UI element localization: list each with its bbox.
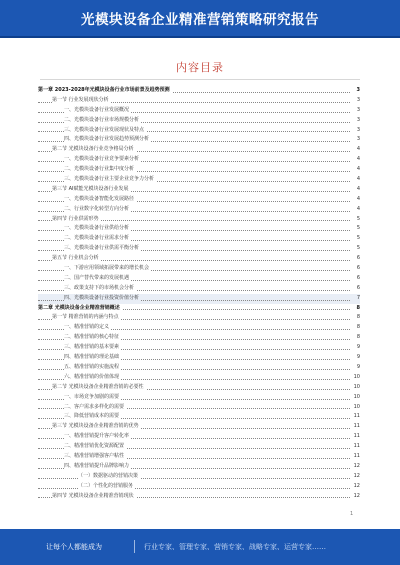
toc-entry[interactable] <box>38 145 360 155</box>
toc-entry-title: 三、降低营销成本的需要 <box>64 413 120 420</box>
toc-entry[interactable] <box>38 126 360 136</box>
table-of-contents <box>38 86 360 504</box>
toc-entry-title: 四、精准营销的理论基础 <box>64 354 120 361</box>
toc-entry-title: 四、精准营销提升品牌影响力 <box>64 462 130 469</box>
toc-entry[interactable] <box>38 304 360 314</box>
toc-entry-page: 5 <box>355 224 360 234</box>
footer-tagline: 行业专家、管理专家、营销专家、战略专家、运营专家…… <box>144 543 326 551</box>
footer-slogan: 让每个人都能成为 <box>46 543 102 551</box>
toc-entry-page: 11 <box>352 452 360 462</box>
toc-entry-title: 五、精准营销的实施流程 <box>64 363 120 370</box>
toc-entry-page: 3 <box>355 96 360 106</box>
toc-entry[interactable] <box>38 224 360 234</box>
toc-entry-title: 第四节 行业供需形势 <box>52 215 99 222</box>
toc-entry[interactable] <box>38 234 360 244</box>
toc-entry-page: 3 <box>355 116 360 126</box>
toc-entry-title: 第一章 2023-2028年光模块设备行业市场前景及趋势预测 <box>38 87 170 93</box>
toc-entry-page: 8 <box>355 323 360 333</box>
toc-entry-page: 8 <box>355 313 360 323</box>
toc-entry-title: 第二节 光模块设备行业竞争格局分析 <box>52 146 134 153</box>
toc-entry[interactable] <box>38 244 360 254</box>
toc-entry[interactable] <box>38 175 360 185</box>
toc-entry[interactable] <box>38 294 360 304</box>
toc-entry-page: 6 <box>355 264 360 274</box>
toc-entry-page: 10 <box>352 403 360 413</box>
toc-entry[interactable] <box>38 205 360 215</box>
toc-entry[interactable] <box>38 165 360 175</box>
toc-entry[interactable] <box>38 215 360 225</box>
toc-entry[interactable] <box>38 86 360 96</box>
toc-entry-page: 4 <box>355 205 360 215</box>
toc-entry-page: 3 <box>355 126 360 136</box>
toc-entry-title: 二、客户需求多样化的需要 <box>64 403 125 410</box>
toc-entry-title: 二、精准营销的核心特征 <box>64 334 120 341</box>
toc-entry-page: 9 <box>355 343 360 353</box>
header-divider <box>0 36 400 38</box>
toc-entry-title: 二、光模块设备行业集中度分析 <box>64 166 135 173</box>
toc-entry-title: （一）数据驱动的营销决策 <box>78 472 139 479</box>
toc-entry[interactable] <box>38 343 360 353</box>
toc-entry-page: 4 <box>355 165 360 175</box>
toc-entry[interactable] <box>38 106 360 116</box>
toc-entry-title: 第一节 行业发展现状分析 <box>52 96 109 103</box>
toc-entry-page: 6 <box>355 274 360 284</box>
toc-entry-title: 第四节 光模块设备企业精准营销现状 <box>52 492 134 499</box>
toc-entry-title: 第一节 精准营销的内涵与特点 <box>52 314 119 321</box>
report-footer <box>0 529 400 565</box>
toc-entry-page: 7 <box>355 294 360 304</box>
toc-entry-title: 六、精准营销的价值体现 <box>64 373 120 380</box>
toc-entry[interactable] <box>38 185 360 195</box>
toc-entry[interactable] <box>38 442 360 452</box>
toc-entry-page: 11 <box>352 442 360 452</box>
toc-entry-title: 三、精准营销的基本要素 <box>64 344 120 351</box>
toc-entry[interactable] <box>38 313 360 323</box>
toc-entry-page: 3 <box>355 135 360 145</box>
toc-entry-page: 4 <box>355 155 360 165</box>
toc-entry[interactable] <box>38 462 360 472</box>
toc-entry-page: 12 <box>352 482 360 492</box>
toc-entry-page: 11 <box>352 412 360 422</box>
toc-entry[interactable] <box>38 333 360 343</box>
toc-entry-page: 5 <box>355 215 360 225</box>
toc-entry-title: 二、光模块设备行业市场规模分析 <box>64 116 140 123</box>
toc-entry-title: 一、光模块设备行业竞争要素分析 <box>64 156 140 163</box>
toc-entry-title: 一、市场竞争加剧的需要 <box>64 393 120 400</box>
toc-entry-title: 三、光模块设备行业发展现状及特点 <box>64 126 145 133</box>
toc-entry[interactable] <box>38 264 360 274</box>
toc-entry[interactable] <box>38 482 360 492</box>
toc-entry-page: 12 <box>352 462 360 472</box>
toc-entry-page: 6 <box>355 284 360 294</box>
toc-entry-page: 8 <box>355 304 360 314</box>
toc-heading: 内容目录 <box>176 61 224 74</box>
toc-entry[interactable] <box>38 195 360 205</box>
toc-entry-title: 一、精准营销提升客户转化率 <box>64 433 130 440</box>
toc-entry-title: 三、光模块设备行业主要企业竞争力分析 <box>64 176 155 183</box>
toc-entry-page: 4 <box>355 185 360 195</box>
toc-entry-title: 一、下游应用领域拓展带来的增长机会 <box>64 265 150 272</box>
toc-entry[interactable] <box>38 383 360 393</box>
toc-entry[interactable] <box>38 452 360 462</box>
toc-entry-title: 三、精准营销增强客户粘性 <box>64 452 125 459</box>
toc-entry-page: 10 <box>352 383 360 393</box>
toc-entry[interactable] <box>38 432 360 442</box>
toc-entry-page: 5 <box>355 234 360 244</box>
toc-entry[interactable] <box>38 412 360 422</box>
toc-entry[interactable] <box>38 403 360 413</box>
toc-entry-title: 四、光模块设备行业投资价值分析 <box>64 294 140 301</box>
toc-entry-title: 第三节 AI赋能光模块设备行业发展 <box>52 185 129 192</box>
toc-entry-title: 二、国产替代带来的发展机遇 <box>64 274 130 281</box>
toc-entry-page: 10 <box>352 373 360 383</box>
toc-entry-title: 二、光模块设备行业需求分析 <box>64 235 130 242</box>
toc-entry[interactable] <box>38 284 360 294</box>
toc-entry-page: 11 <box>352 422 360 432</box>
toc-entry-title: 一、光模块设备智能化发展路径 <box>64 195 135 202</box>
toc-entry-title: 一、光模块设备行业发展概况 <box>64 106 130 113</box>
toc-entry-title: 一、光模块设备行业供给分析 <box>64 225 130 232</box>
toc-entry-title: （二）个性化的营销服务 <box>78 482 134 489</box>
toc-entry-page: 9 <box>355 363 360 373</box>
toc-entry-title: 三、光模块设备行业供需平衡分析 <box>64 245 140 252</box>
toc-entry-page: 5 <box>355 244 360 254</box>
toc-entry[interactable] <box>38 96 360 106</box>
toc-entry-title: 一、精准营销的定义 <box>64 324 110 331</box>
toc-entry-page: 6 <box>355 254 360 264</box>
toc-entry-page: 4 <box>355 195 360 205</box>
toc-entry[interactable] <box>38 393 360 403</box>
toc-entry[interactable] <box>38 363 360 373</box>
toc-entry[interactable] <box>38 373 360 383</box>
toc-entry[interactable] <box>38 135 360 145</box>
toc-entry[interactable] <box>38 353 360 363</box>
page-number: 1 <box>350 511 354 517</box>
toc-entry-page: 4 <box>355 145 360 155</box>
footer-divider <box>134 540 135 553</box>
toc-entry-title: 二、精准营销优化资源配置 <box>64 443 125 450</box>
toc-entry-title: 二、行业数字化转型方向分析 <box>64 205 130 212</box>
toc-entry-page: 4 <box>355 175 360 185</box>
toc-entry-title: 四、光模块设备行业发展趋势预测分析 <box>64 136 150 143</box>
toc-entry-title: 第二节 光模块设备企业精准营销的必要性 <box>52 383 144 390</box>
toc-entry-title: 第五节 行业机会分析 <box>52 255 99 262</box>
toc-entry-title: 第二章 光模块设备企业精准营销概述 <box>38 304 120 311</box>
toc-entry[interactable] <box>38 472 360 482</box>
toc-entry-title: 第三节 光模块设备企业精准营销的优势 <box>52 423 139 430</box>
toc-entry[interactable] <box>38 422 360 432</box>
toc-entry[interactable] <box>38 492 360 502</box>
toc-entry[interactable] <box>38 116 360 126</box>
toc-divider <box>40 79 360 80</box>
toc-entry[interactable] <box>38 274 360 284</box>
toc-entry-page: 3 <box>355 86 360 96</box>
toc-entry-page: 10 <box>352 393 360 403</box>
toc-entry-page: 8 <box>355 333 360 343</box>
toc-entry[interactable] <box>38 254 360 264</box>
toc-entry-title: 三、政策支持下的市场机会分析 <box>64 284 135 291</box>
toc-entry-page: 12 <box>352 492 360 502</box>
toc-entry-page: 3 <box>355 106 360 116</box>
toc-entry[interactable] <box>38 323 360 333</box>
toc-entry-page: 9 <box>355 353 360 363</box>
toc-entry-page: 11 <box>352 432 360 442</box>
report-title: 光模块设备企业精准营销策略研究报告 <box>81 12 319 28</box>
toc-entry-page: 12 <box>352 472 360 482</box>
toc-entry[interactable] <box>38 155 360 165</box>
report-header <box>0 0 400 36</box>
